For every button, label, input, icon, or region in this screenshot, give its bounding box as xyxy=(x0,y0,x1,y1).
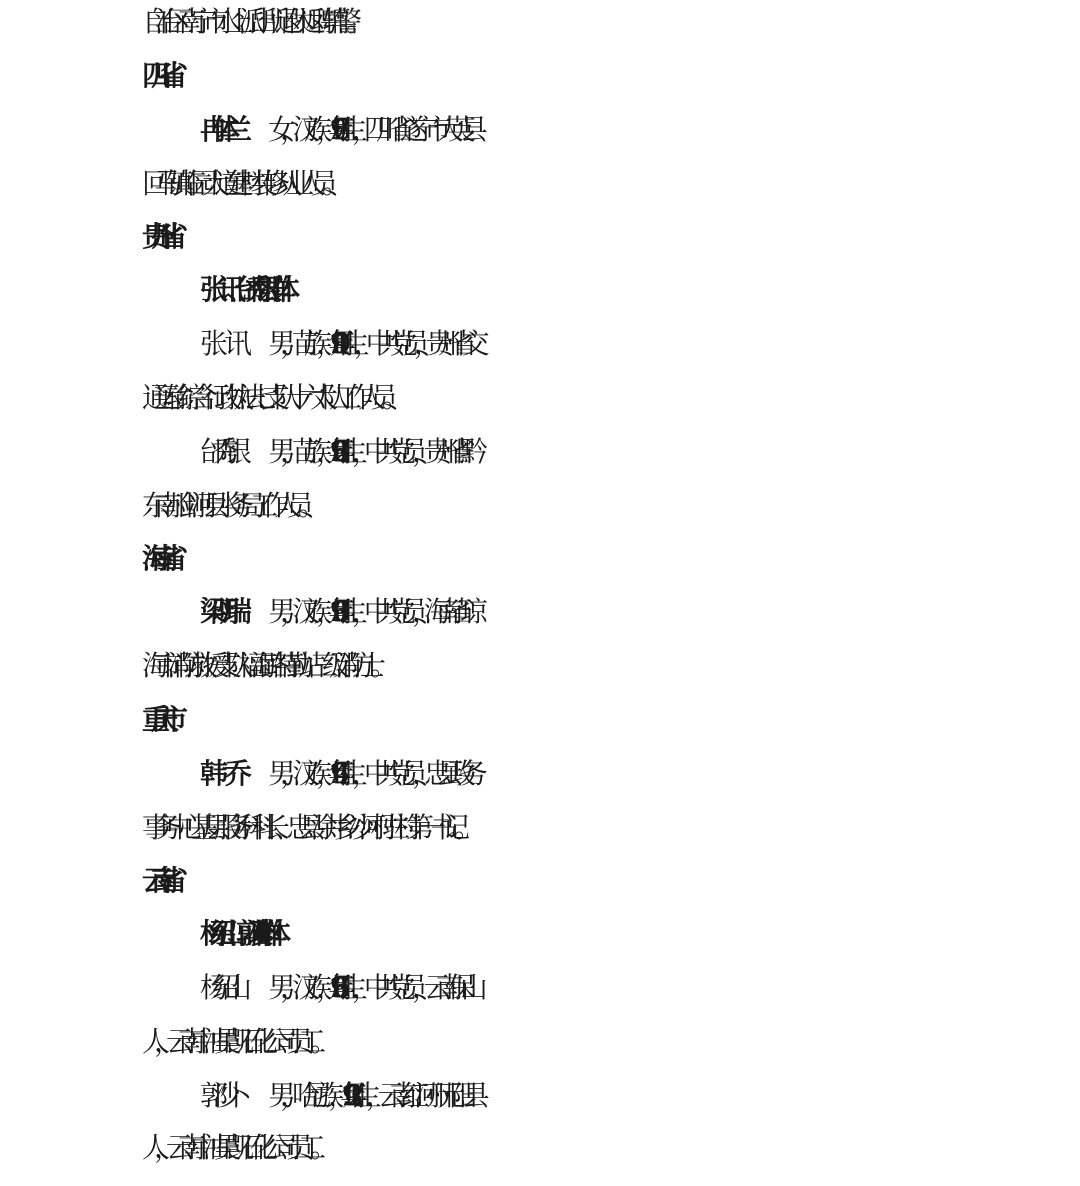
person-name: 杨绍山 xyxy=(200,971,237,1004)
group-title: 杨绍山、郭沙卜 4 人群体 xyxy=(200,917,272,950)
section-heading-yunnan: 云南省 xyxy=(142,864,170,897)
text-line: 事务中心基层服务科科长、忠县涂井乡沙河村驻村第一书记。 xyxy=(142,811,467,844)
entry-line xyxy=(0,324,1080,364)
person-description: 男，汉族，1986 年 6 月生，中共党员，云南保山 xyxy=(268,971,472,1004)
text-line: 人，云南中油昊凯石化公司员工。 xyxy=(142,1025,323,1058)
text-line: 自治区南宁市水上派出所退休返聘辅警。 xyxy=(142,5,359,38)
person-description: 男，哈尼族，1993 年 12 月生，云南红河州元阳县 xyxy=(268,1079,474,1112)
entry-line xyxy=(0,968,1080,1008)
person-name: 冉体兰 xyxy=(200,113,237,146)
text-line: 东南州剑河县水务局工作人员。 xyxy=(142,489,311,522)
person-name: 邰秀银 xyxy=(200,435,237,468)
person-description: 男，汉族，1964 年 4 月生，中共党员，忠县政务 xyxy=(268,757,472,790)
person-description: 男，汉族，1996 年 3 月生，中共党员，海南省琼 xyxy=(268,595,472,628)
person-description: 男，苗族，1982 年 6 月生，中共党员，贵州省黔 xyxy=(268,435,472,468)
section-heading-guizhou: 贵州省 xyxy=(142,220,170,253)
person-name: 韩 乔 xyxy=(200,757,237,790)
section-heading-sichuan: 四川省 xyxy=(142,59,170,92)
entry-line xyxy=(0,1076,1080,1116)
section-heading-chongqing: 重庆市 xyxy=(142,703,170,736)
entry-line xyxy=(0,592,1080,632)
entry-line xyxy=(0,432,1080,472)
text-line: 回马镇临园大道建材装修从业人员。 xyxy=(142,167,335,200)
group-title: 张 讯、邰秀银群体 xyxy=(200,273,282,306)
text-line: 通运输综合行政执法七支队十六大队工作人员。 xyxy=(142,381,395,414)
person-name: 张 讯 xyxy=(200,327,237,360)
text-line: 人，云南中油昊凯石化公司员工。 xyxy=(142,1131,323,1164)
entry-line xyxy=(0,754,1080,794)
person-description: 女，汉族，1976 年 8 月生，四川省遂宁市大英县 xyxy=(268,113,472,146)
person-description: 男，苗族，1989 年 11 月生，中共党员，贵州省交 xyxy=(268,327,474,360)
person-name: 郭沙卜 xyxy=(200,1079,237,1112)
entry-line xyxy=(0,110,1080,150)
person-name: 梁明瑞 xyxy=(200,595,237,628)
text-line: 海市消防救援支队福海路特勤站三级消防士。 xyxy=(142,649,383,682)
section-heading-hainan: 海南省 xyxy=(142,542,170,575)
